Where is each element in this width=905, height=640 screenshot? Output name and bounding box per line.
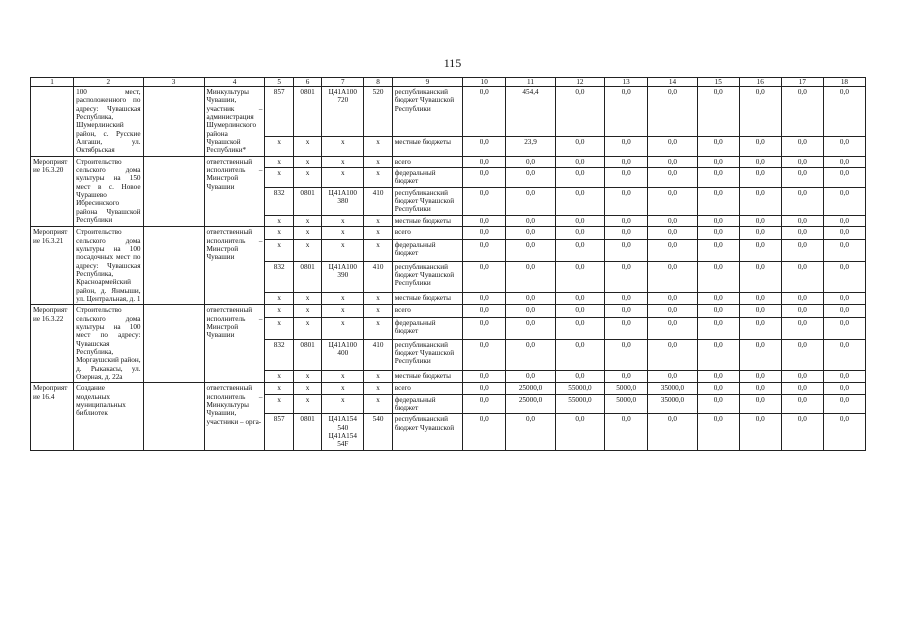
column-number-row: [31, 78, 866, 87]
amount-cell: 0,0: [823, 339, 865, 370]
target-article: x: [322, 383, 364, 394]
amount-cell: 0,0: [697, 317, 739, 339]
expense-type: 410: [364, 187, 392, 215]
amount-cell: 0,0: [739, 305, 781, 318]
amount-cell: 0,0: [781, 305, 823, 318]
section-code: x: [293, 156, 321, 167]
executor: Минкультуры Чувашии, участник – администрация Шумерлинского района Чувашской Республики*: [204, 87, 265, 157]
amount-cell: 0,0: [697, 239, 739, 261]
measure-description: Создание модельных муниципальных библиотек: [74, 383, 143, 450]
amount-cell: 0,0: [648, 292, 697, 305]
amount-cell: 0,0: [823, 227, 865, 240]
amount-cell: 0,0: [823, 394, 865, 414]
amount-cell: 0,0: [739, 168, 781, 188]
amount-cell: 0,0: [697, 383, 739, 394]
table-row: [31, 156, 866, 167]
amount-cell: 0,0: [648, 227, 697, 240]
funding-source: местные бюджеты: [392, 215, 462, 226]
grbs-code: x: [265, 136, 293, 156]
amount-cell: 0,0: [605, 187, 648, 215]
target-article: Ц41А100 400: [322, 339, 364, 370]
target-article: x: [322, 394, 364, 414]
section-code: 0801: [293, 87, 321, 137]
amount-cell: 0,0: [555, 136, 604, 156]
column-header: 3: [143, 78, 204, 87]
amount-cell: 0,0: [823, 168, 865, 188]
expense-type: 540: [364, 414, 392, 450]
target-article: x: [322, 156, 364, 167]
executor: ответственный исполнитель – Минкультуры Чувашии, участники – орга-: [204, 383, 265, 450]
column-3-cell: [143, 87, 204, 157]
measure-code: Мероприятие 16.3.22: [31, 305, 74, 383]
expense-type: 410: [364, 261, 392, 292]
amount-cell: 0,0: [648, 215, 697, 226]
amount-cell: 0,0: [463, 156, 506, 167]
amount-cell: 0,0: [605, 292, 648, 305]
amount-cell: 0,0: [506, 227, 555, 240]
grbs-code: x: [265, 215, 293, 226]
section-code: x: [293, 370, 321, 383]
section-code: x: [293, 305, 321, 318]
measure-code: [31, 87, 74, 157]
amount-cell: 0,0: [506, 187, 555, 215]
amount-cell: 0,0: [823, 156, 865, 167]
amount-cell: 0,0: [605, 370, 648, 383]
amount-cell: 0,0: [463, 87, 506, 137]
expense-type: x: [364, 239, 392, 261]
amount-cell: 0,0: [781, 261, 823, 292]
amount-cell: 0,0: [781, 317, 823, 339]
amount-cell: 0,0: [555, 305, 604, 318]
amount-cell: 0,0: [506, 317, 555, 339]
amount-cell: 0,0: [697, 87, 739, 137]
amount-cell: 0,0: [823, 239, 865, 261]
section-code: 0801: [293, 187, 321, 215]
amount-cell: 5000,0: [605, 383, 648, 394]
amount-cell: 0,0: [739, 156, 781, 167]
amount-cell: 0,0: [605, 227, 648, 240]
amount-cell: 0,0: [781, 227, 823, 240]
amount-cell: 0,0: [823, 383, 865, 394]
measure-description: Строительство сельского дома культуры на 100 посадочных мест по адресу: Чувашская Республика, Красноармейский район, д. Янмыши, ул. Центральная, д. 1: [74, 227, 143, 305]
amount-cell: 0,0: [605, 136, 648, 156]
amount-cell: 0,0: [506, 168, 555, 188]
section-code: x: [293, 383, 321, 394]
column-3-cell: [143, 305, 204, 383]
page-number: 115: [443, 56, 462, 70]
expense-type: x: [364, 227, 392, 240]
amount-cell: 55000,0: [555, 394, 604, 414]
amount-cell: 0,0: [823, 370, 865, 383]
section-code: 0801: [293, 261, 321, 292]
amount-cell: 35000,0: [648, 383, 697, 394]
amount-cell: 0,0: [739, 394, 781, 414]
amount-cell: 0,0: [463, 370, 506, 383]
section-code: x: [293, 136, 321, 156]
amount-cell: 0,0: [781, 187, 823, 215]
amount-cell: 0,0: [697, 414, 739, 450]
target-article: Ц41А100 720: [322, 87, 364, 137]
amount-cell: 0,0: [739, 261, 781, 292]
amount-cell: 0,0: [463, 414, 506, 450]
amount-cell: 0,0: [555, 168, 604, 188]
amount-cell: 0,0: [506, 292, 555, 305]
expense-type: x: [364, 383, 392, 394]
grbs-code: 832: [265, 261, 293, 292]
executor: ответственный исполнитель – Минстрой Чувашии: [204, 305, 265, 383]
grbs-code: x: [265, 305, 293, 318]
grbs-code: 832: [265, 187, 293, 215]
funding-source: республиканский бюджет Чувашской Республики: [392, 187, 462, 215]
column-header: 12: [555, 78, 604, 87]
amount-cell: 0,0: [463, 292, 506, 305]
amount-cell: 0,0: [605, 317, 648, 339]
amount-cell: 0,0: [555, 187, 604, 215]
amount-cell: 0,0: [506, 305, 555, 318]
funding-source: всего: [392, 383, 462, 394]
section-code: x: [293, 317, 321, 339]
expense-type: x: [364, 136, 392, 156]
column-3-cell: [143, 383, 204, 450]
amount-cell: 0,0: [781, 168, 823, 188]
amount-cell: 0,0: [648, 156, 697, 167]
section-code: x: [293, 394, 321, 414]
expense-type: x: [364, 394, 392, 414]
amount-cell: 0,0: [463, 394, 506, 414]
section-code: x: [293, 168, 321, 188]
target-article: x: [322, 292, 364, 305]
target-article: Ц41А154 540 Ц41А154 54F: [322, 414, 364, 450]
amount-cell: 0,0: [697, 156, 739, 167]
amount-cell: 0,0: [555, 239, 604, 261]
amount-cell: 0,0: [648, 136, 697, 156]
funding-source: республиканский бюджет Чувашской Республики: [392, 261, 462, 292]
amount-cell: 0,0: [605, 339, 648, 370]
amount-cell: 0,0: [697, 227, 739, 240]
amount-cell: 0,0: [697, 394, 739, 414]
amount-cell: 0,0: [739, 239, 781, 261]
amount-cell: 0,0: [648, 414, 697, 450]
funding-source: республиканский бюджет Чувашской: [392, 414, 462, 450]
amount-cell: 0,0: [648, 187, 697, 215]
grbs-code: x: [265, 394, 293, 414]
amount-cell: 0,0: [463, 239, 506, 261]
amount-cell: 0,0: [739, 87, 781, 137]
amount-cell: 0,0: [648, 87, 697, 137]
amount-cell: 0,0: [739, 339, 781, 370]
column-header: 6: [293, 78, 321, 87]
amount-cell: 0,0: [555, 87, 604, 137]
amount-cell: 25000,0: [506, 383, 555, 394]
amount-cell: 0,0: [555, 370, 604, 383]
amount-cell: 0,0: [697, 136, 739, 156]
amount-cell: 0,0: [605, 87, 648, 137]
amount-cell: 0,0: [506, 239, 555, 261]
expense-type: x: [364, 370, 392, 383]
column-header: 7: [322, 78, 364, 87]
target-article: x: [322, 370, 364, 383]
funding-source: всего: [392, 305, 462, 318]
column-header: 2: [74, 78, 143, 87]
amount-cell: 0,0: [823, 87, 865, 137]
grbs-code: 832: [265, 339, 293, 370]
expense-type: 520: [364, 87, 392, 137]
amount-cell: 0,0: [506, 339, 555, 370]
amount-cell: 0,0: [781, 239, 823, 261]
amount-cell: 0,0: [555, 292, 604, 305]
amount-cell: 0,0: [697, 261, 739, 292]
amount-cell: 0,0: [463, 187, 506, 215]
section-code: x: [293, 239, 321, 261]
amount-cell: 0,0: [463, 339, 506, 370]
table-row: [31, 87, 866, 137]
amount-cell: 0,0: [648, 239, 697, 261]
amount-cell: 0,0: [463, 261, 506, 292]
target-article: x: [322, 305, 364, 318]
section-code: x: [293, 215, 321, 226]
amount-cell: 23,9: [506, 136, 555, 156]
expense-type: 410: [364, 339, 392, 370]
amount-cell: 0,0: [555, 414, 604, 450]
amount-cell: 0,0: [648, 261, 697, 292]
amount-cell: 0,0: [781, 156, 823, 167]
expense-type: x: [364, 317, 392, 339]
expense-type: x: [364, 215, 392, 226]
amount-cell: 0,0: [823, 414, 865, 450]
target-article: x: [322, 317, 364, 339]
column-header: 8: [364, 78, 392, 87]
amount-cell: 0,0: [605, 239, 648, 261]
target-article: Ц41А100 380: [322, 187, 364, 215]
amount-cell: 0,0: [823, 292, 865, 305]
amount-cell: 0,0: [506, 156, 555, 167]
amount-cell: 0,0: [697, 339, 739, 370]
amount-cell: 0,0: [605, 168, 648, 188]
section-code: x: [293, 227, 321, 240]
expense-type: x: [364, 168, 392, 188]
amount-cell: 0,0: [463, 383, 506, 394]
amount-cell: 0,0: [781, 339, 823, 370]
grbs-code: x: [265, 292, 293, 305]
amount-cell: 0,0: [823, 261, 865, 292]
funding-source: республиканский бюджет Чувашской Республики: [392, 339, 462, 370]
amount-cell: 0,0: [463, 136, 506, 156]
measure-description: Строительство сельского дома культуры на 150 мест в с. Новое Чурашево Ибресинского района Чувашской Республики: [74, 156, 143, 226]
measure-code: Мероприятие 16.4: [31, 383, 74, 450]
amount-cell: 0,0: [463, 305, 506, 318]
column-header: 17: [781, 78, 823, 87]
amount-cell: 0,0: [555, 156, 604, 167]
funding-source: всего: [392, 227, 462, 240]
amount-cell: 0,0: [605, 261, 648, 292]
amount-cell: 0,0: [648, 339, 697, 370]
amount-cell: 0,0: [739, 383, 781, 394]
grbs-code: x: [265, 156, 293, 167]
amount-cell: 25000,0: [506, 394, 555, 414]
amount-cell: 0,0: [605, 305, 648, 318]
funding-source: федеральный бюджет: [392, 317, 462, 339]
amount-cell: 0,0: [555, 227, 604, 240]
table-row: [31, 305, 866, 318]
table-row: [31, 227, 866, 240]
measure-code: Мероприятие 16.3.20: [31, 156, 74, 226]
funding-source: федеральный бюджет: [392, 168, 462, 188]
column-header: 1: [31, 78, 74, 87]
amount-cell: 0,0: [605, 156, 648, 167]
amount-cell: 5000,0: [605, 394, 648, 414]
amount-cell: 0,0: [739, 414, 781, 450]
column-header: 11: [506, 78, 555, 87]
grbs-code: x: [265, 227, 293, 240]
expense-type: x: [364, 292, 392, 305]
amount-cell: 0,0: [823, 305, 865, 318]
measure-description: Строительство сельского дома культуры на 100 мест по адресу: Чувашская Республика, Моргаушский район, д. Рыкакасы, ул. Озерная, д. 22а: [74, 305, 143, 383]
column-header: 13: [605, 78, 648, 87]
amount-cell: 0,0: [555, 339, 604, 370]
amount-cell: 0,0: [605, 215, 648, 226]
target-article: x: [322, 239, 364, 261]
grbs-code: x: [265, 239, 293, 261]
amount-cell: 0,0: [823, 136, 865, 156]
amount-cell: 0,0: [463, 168, 506, 188]
amount-cell: 0,0: [648, 317, 697, 339]
amount-cell: 0,0: [506, 261, 555, 292]
expense-type: x: [364, 156, 392, 167]
amount-cell: 0,0: [823, 317, 865, 339]
grbs-code: x: [265, 383, 293, 394]
amount-cell: 0,0: [739, 227, 781, 240]
amount-cell: 0,0: [463, 227, 506, 240]
amount-cell: 0,0: [697, 292, 739, 305]
amount-cell: 0,0: [823, 187, 865, 215]
amount-cell: 0,0: [555, 261, 604, 292]
amount-cell: 0,0: [506, 370, 555, 383]
measure-code: Мероприятие 16.3.21: [31, 227, 74, 305]
amount-cell: 0,0: [605, 414, 648, 450]
grbs-code: x: [265, 168, 293, 188]
amount-cell: 0,0: [697, 168, 739, 188]
amount-cell: 0,0: [739, 136, 781, 156]
budget-table: [30, 77, 866, 451]
amount-cell: 0,0: [781, 292, 823, 305]
amount-cell: 0,0: [697, 187, 739, 215]
column-header: 10: [463, 78, 506, 87]
amount-cell: 0,0: [555, 317, 604, 339]
amount-cell: 0,0: [739, 317, 781, 339]
table-row: [31, 383, 866, 394]
measure-description: 100 мест, расположенного по адресу: Чувашская Республика, Шумерлинский район, с. Русские Алгаши, ул. Октябрьская: [74, 87, 143, 157]
executor: ответственный исполнитель – Минстрой Чувашии: [204, 156, 265, 226]
section-code: x: [293, 292, 321, 305]
amount-cell: 0,0: [697, 370, 739, 383]
amount-cell: 0,0: [506, 215, 555, 226]
amount-cell: 0,0: [781, 370, 823, 383]
amount-cell: 0,0: [506, 414, 555, 450]
column-header: 14: [648, 78, 697, 87]
column-header: 16: [739, 78, 781, 87]
amount-cell: 0,0: [463, 215, 506, 226]
amount-cell: 0,0: [648, 168, 697, 188]
grbs-code: 857: [265, 87, 293, 137]
column-header: 5: [265, 78, 293, 87]
amount-cell: 0,0: [648, 370, 697, 383]
column-header: 9: [392, 78, 462, 87]
column-header: 18: [823, 78, 865, 87]
amount-cell: 55000,0: [555, 383, 604, 394]
funding-source: местные бюджеты: [392, 292, 462, 305]
amount-cell: 0,0: [739, 292, 781, 305]
grbs-code: x: [265, 317, 293, 339]
section-code: 0801: [293, 414, 321, 450]
column-header: 4: [204, 78, 265, 87]
target-article: x: [322, 215, 364, 226]
amount-cell: 0,0: [555, 215, 604, 226]
target-article: x: [322, 227, 364, 240]
amount-cell: 0,0: [781, 394, 823, 414]
funding-source: федеральный бюджет: [392, 239, 462, 261]
funding-source: всего: [392, 156, 462, 167]
target-article: Ц41А100 390: [322, 261, 364, 292]
funding-source: федеральный бюджет: [392, 394, 462, 414]
amount-cell: 0,0: [739, 215, 781, 226]
expense-type: x: [364, 305, 392, 318]
amount-cell: 0,0: [781, 215, 823, 226]
target-article: x: [322, 168, 364, 188]
table-body: [31, 87, 866, 451]
amount-cell: 0,0: [697, 305, 739, 318]
target-article: x: [322, 136, 364, 156]
amount-cell: 35000,0: [648, 394, 697, 414]
funding-source: республиканский бюджет Чувашской Республики: [392, 87, 462, 137]
column-header: 15: [697, 78, 739, 87]
column-3-cell: [143, 156, 204, 226]
amount-cell: 0,0: [739, 370, 781, 383]
amount-cell: 0,0: [648, 305, 697, 318]
executor: ответственный исполнитель – Минстрой Чувашии: [204, 227, 265, 305]
amount-cell: 0,0: [823, 215, 865, 226]
amount-cell: 0,0: [697, 215, 739, 226]
funding-source: местные бюджеты: [392, 370, 462, 383]
amount-cell: 0,0: [739, 187, 781, 215]
amount-cell: 0,0: [781, 136, 823, 156]
grbs-code: x: [265, 370, 293, 383]
funding-source: местные бюджеты: [392, 136, 462, 156]
amount-cell: 0,0: [781, 87, 823, 137]
column-3-cell: [143, 227, 204, 305]
amount-cell: 0,0: [463, 317, 506, 339]
amount-cell: 0,0: [781, 414, 823, 450]
amount-cell: 454,4: [506, 87, 555, 137]
section-code: 0801: [293, 339, 321, 370]
amount-cell: 0,0: [781, 383, 823, 394]
grbs-code: 857: [265, 414, 293, 450]
